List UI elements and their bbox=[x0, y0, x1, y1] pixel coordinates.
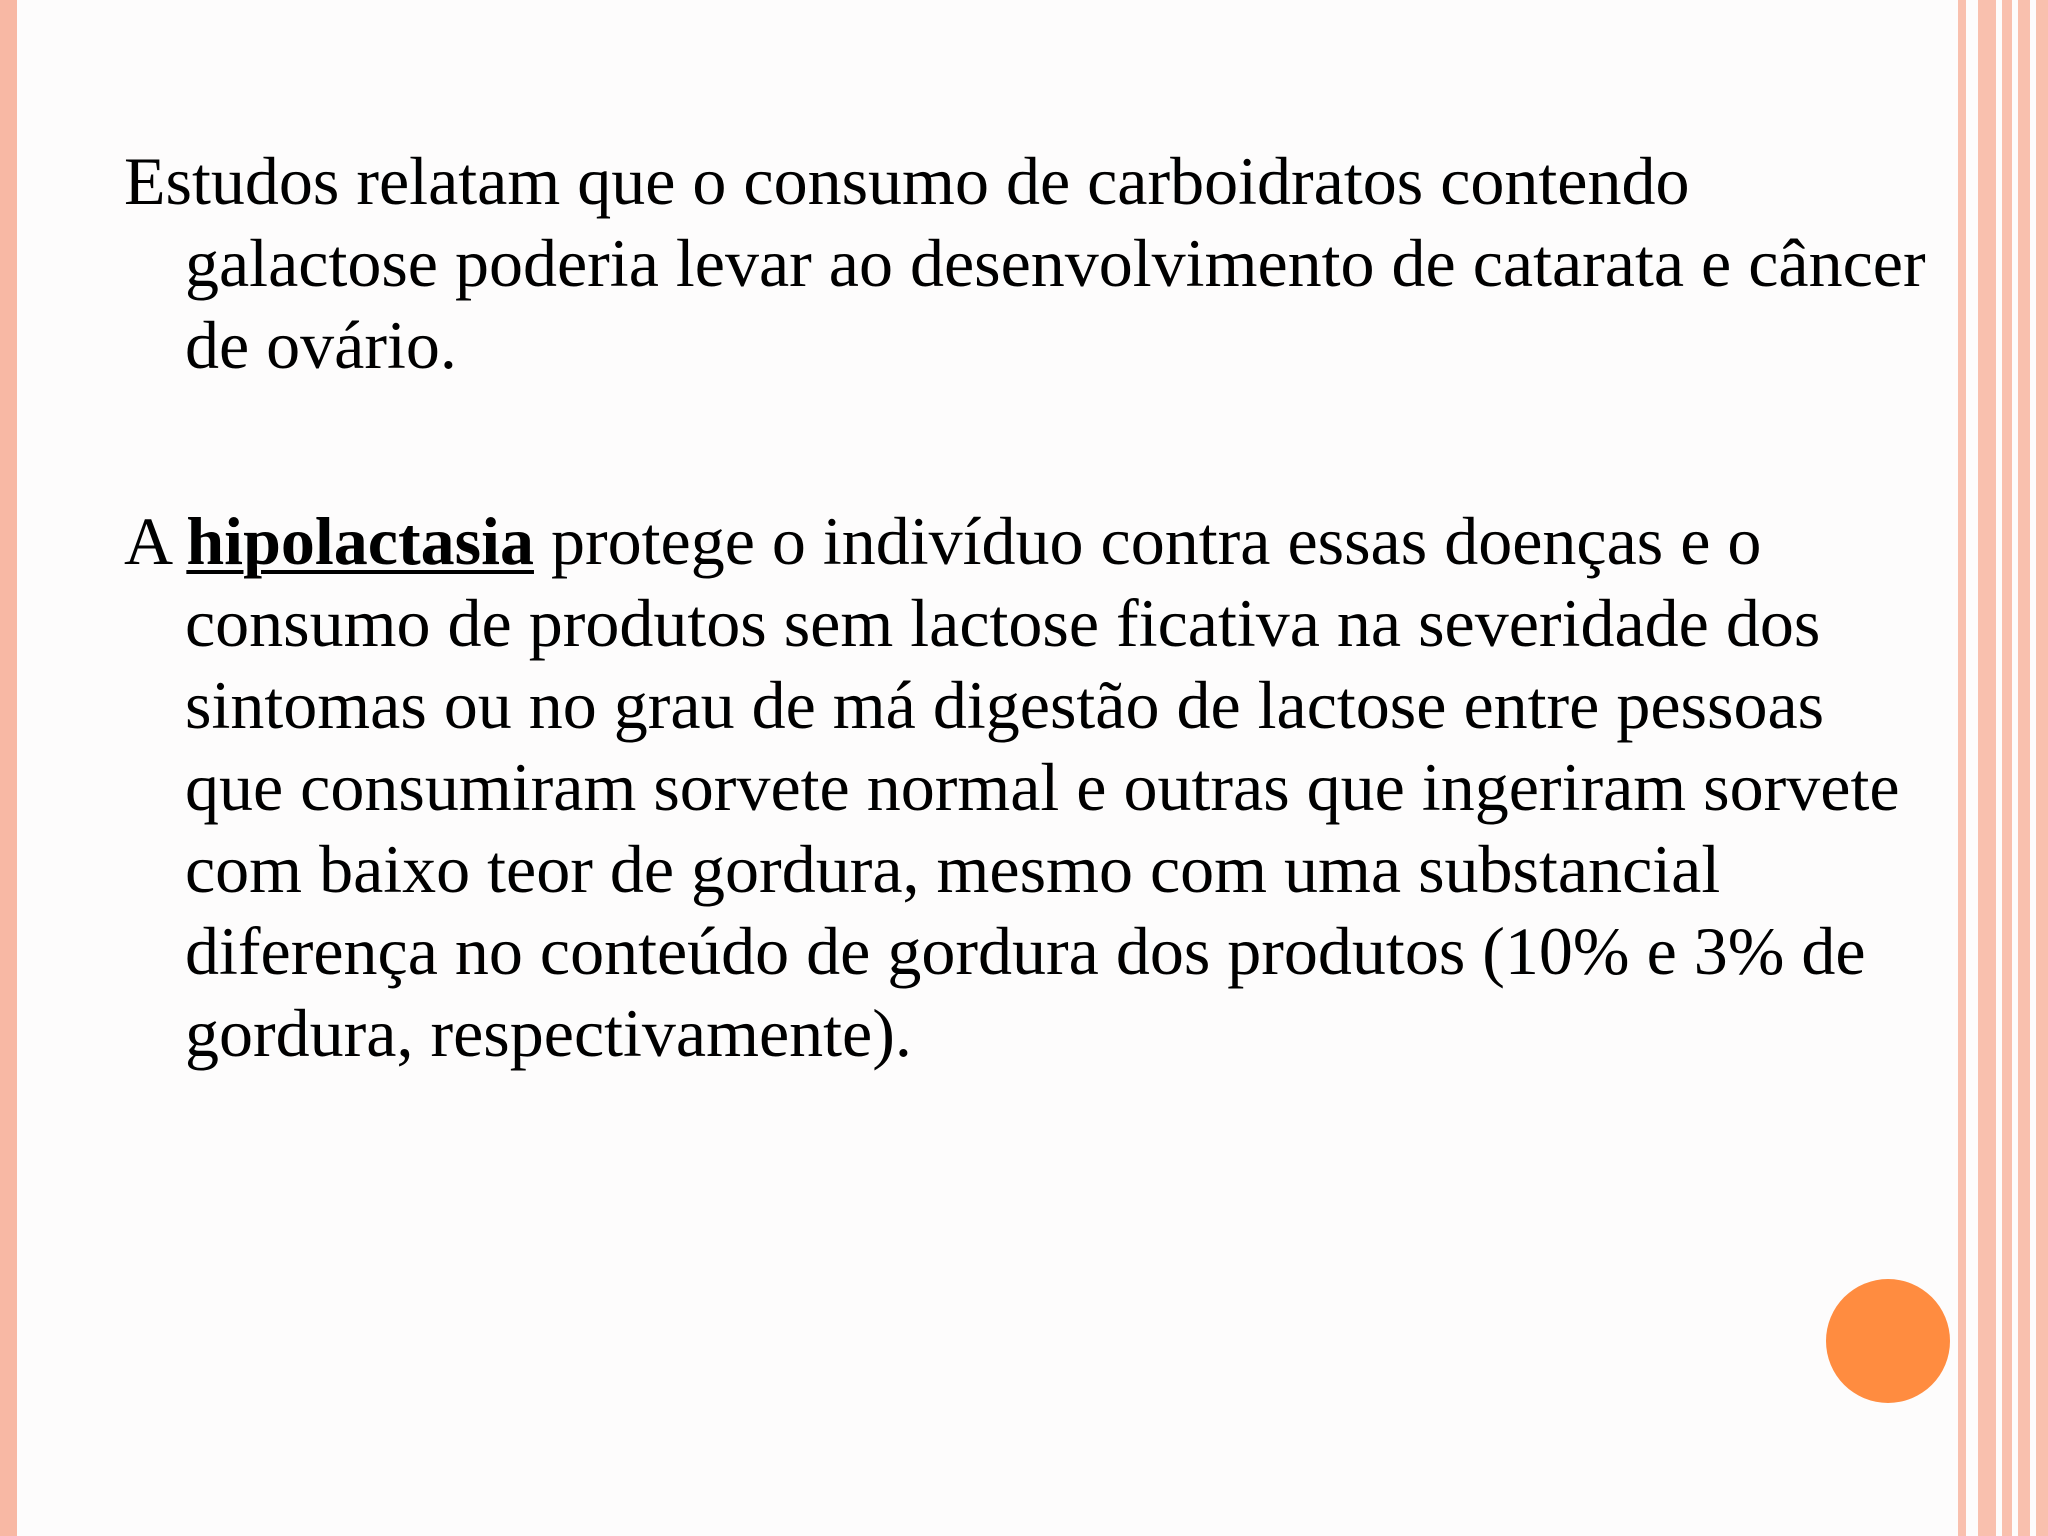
paragraph-galactose-text: Estudos relatam que o consumo de carboidratos contendo galactose poderia levar ao desenvolvimento de catarata e câncer de ovário. bbox=[124, 143, 1926, 383]
paragraph-galactose bbox=[124, 140, 1934, 386]
slide-body bbox=[124, 140, 1934, 1074]
paragraph-hipolactasia-prefix: A bbox=[124, 503, 187, 579]
keyword-hipolactasia: hipolactasia bbox=[186, 503, 534, 579]
right-border-stripe bbox=[1958, 0, 1966, 1536]
paragraph-hipolactasia bbox=[124, 500, 1934, 1074]
paragraph-hipolactasia-text: protege o indivíduo contra essas doenças e o consumo de produtos sem lactose ficativa na severidade dos sintomas ou no grau de má digestão de lactose entre pessoas que consumiram sorvete normal e outras que ingeriram sorvete com baixo teor de gordura, mesmo com uma substancial diferença no conteúdo de gordura dos produtos (10% e 3% de gordura, respectivamente). bbox=[185, 503, 1900, 1071]
right-border-stripe bbox=[2018, 0, 2030, 1536]
right-border-stripe bbox=[1978, 0, 1996, 1536]
decorative-orange-circle bbox=[1826, 1279, 1950, 1403]
left-border-stripe bbox=[0, 0, 17, 1536]
right-border-stripe bbox=[2002, 0, 2012, 1536]
right-border-stripe bbox=[2036, 0, 2048, 1536]
